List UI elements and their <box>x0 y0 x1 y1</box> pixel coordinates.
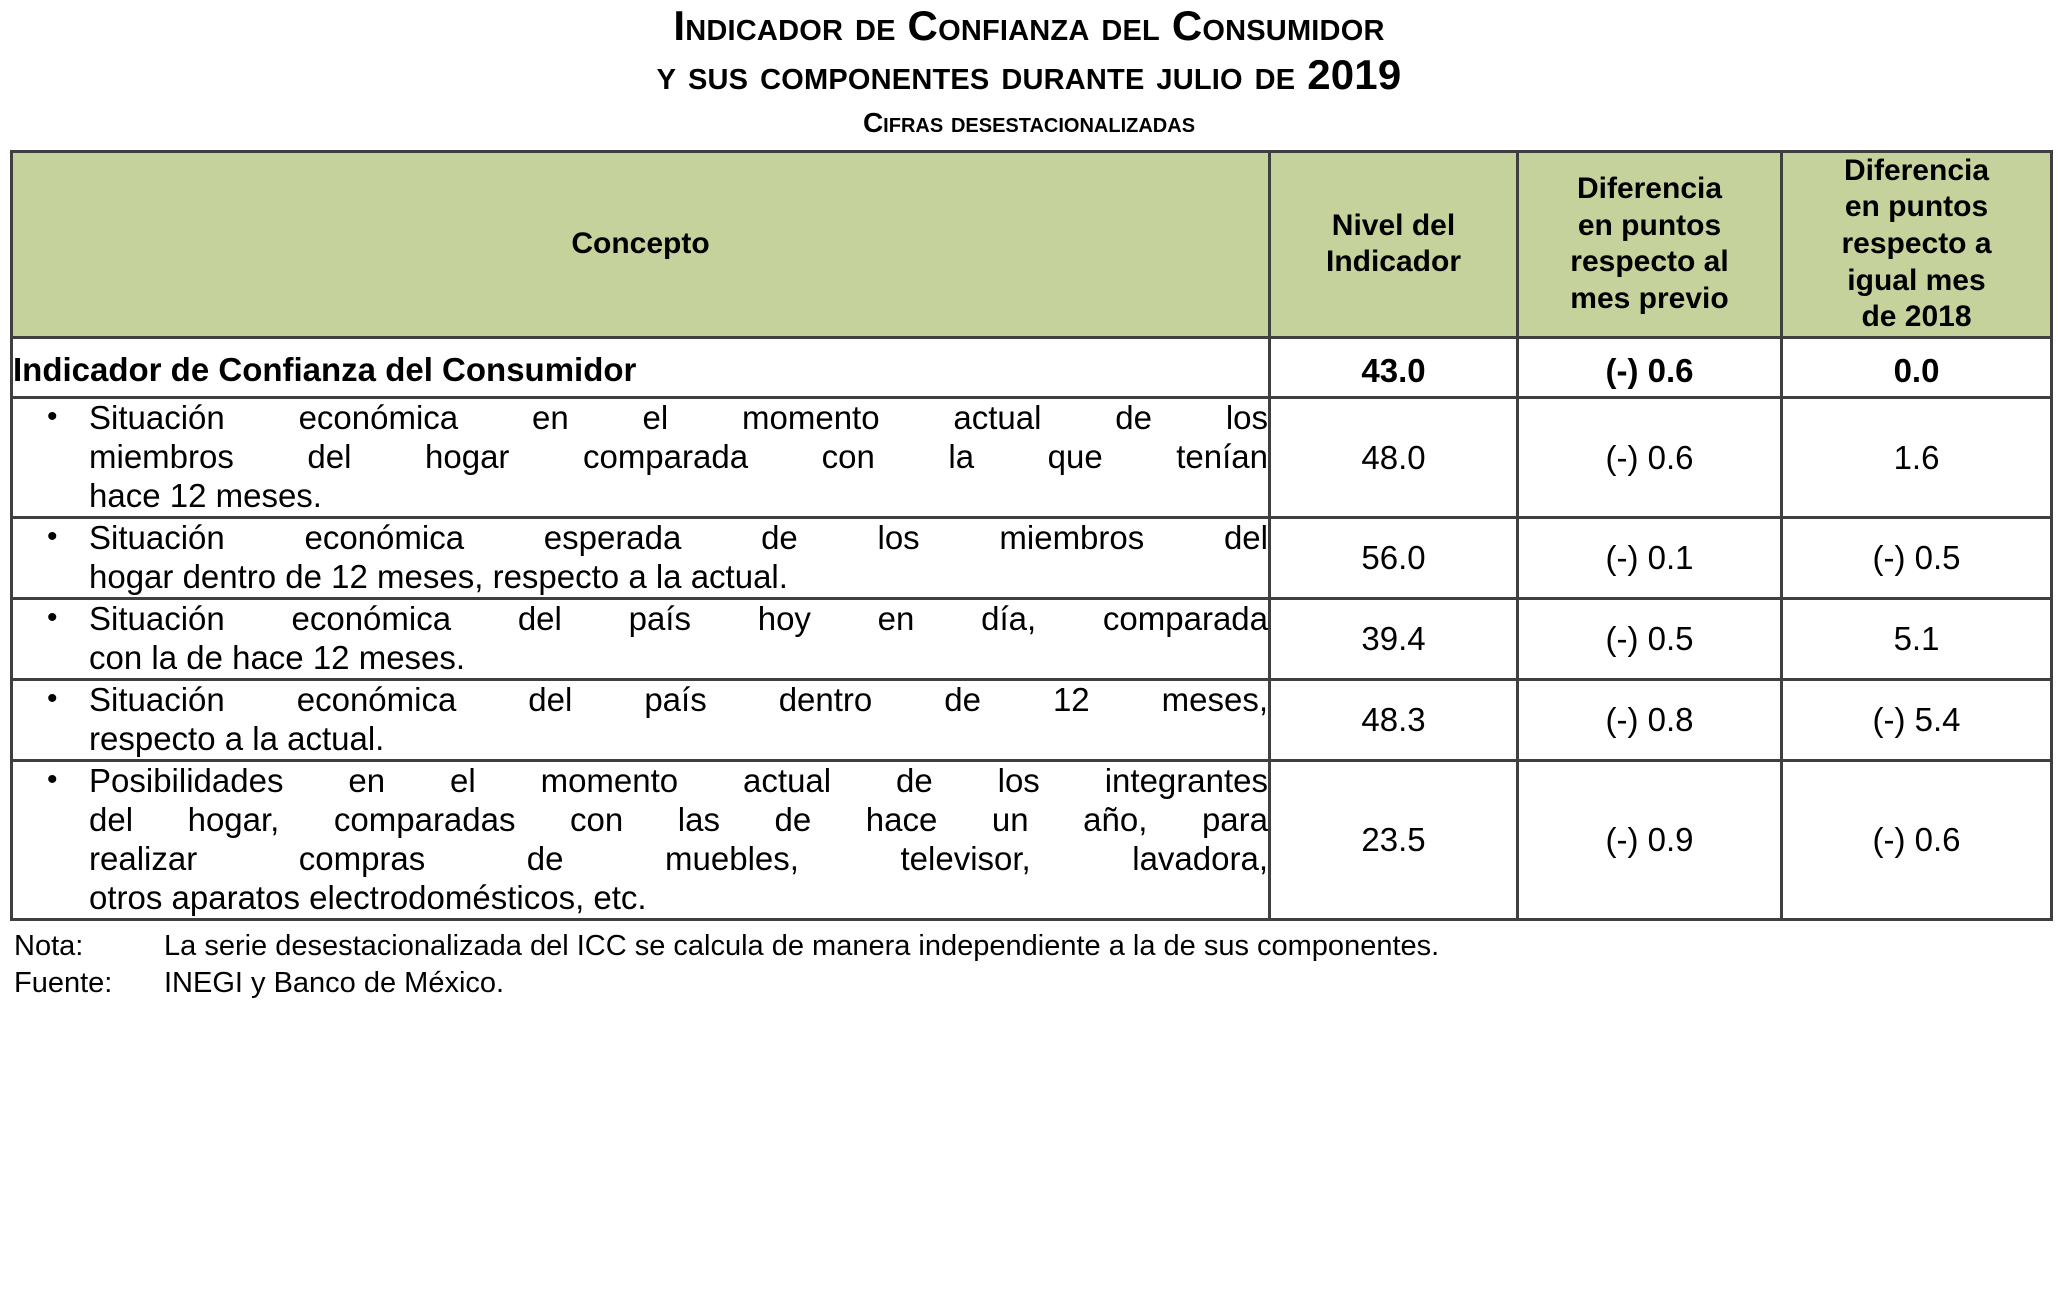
footnote-nota-text: La serie desestacionalizada del ICC se calcula de manera independiente a la de sus componentes. <box>164 929 1440 962</box>
table-row <box>12 679 2052 760</box>
bullet-item-text <box>89 399 1268 516</box>
document-title-block <box>0 0 2058 142</box>
concepto-line: Situación económica del país hoy en día, comparada <box>89 600 1268 638</box>
concepto-line: Situación económica en el momento actual de los <box>89 399 1268 437</box>
cell-nivel: 48.3 <box>1270 679 1518 760</box>
cell-diferencia-previo: (-) 0.5 <box>1518 599 1782 680</box>
column-header-concepto: Concepto <box>12 151 1270 337</box>
total-row-label: Indicador de Confianza del Consumidor <box>13 351 637 389</box>
column-header-anual-line5: de 2018 <box>1861 300 1972 334</box>
bullet-item <box>13 600 1268 678</box>
concepto-line: miembros del hogar comparada con la que tenían <box>89 438 1268 476</box>
cell-nivel: 23.5 <box>1270 760 1518 919</box>
page-subtitle-note: Cifras desestacionalizadas <box>862 107 1196 139</box>
column-header-prev-line2: en puntos <box>1577 208 1722 242</box>
cell-diferencia-anual-total: 0.0 <box>1782 337 2052 398</box>
table-head <box>12 151 2052 337</box>
bullet-icon: • <box>47 681 58 715</box>
cell-diferencia-anual: 5.1 <box>1782 599 2052 680</box>
footnote-nota <box>14 928 2058 966</box>
column-header-nivel-indicador <box>1270 151 1518 337</box>
cell-diferencia-previo: (-) 0.8 <box>1518 679 1782 760</box>
bullet-icon: • <box>47 762 58 796</box>
concepto-line: Situación económica esperada de los miembros del <box>89 519 1268 557</box>
column-header-prev-line4: mes previo <box>1570 281 1729 315</box>
concepto-line: realizar compras de muebles, televisor, lavadora, <box>89 839 1268 877</box>
cell-diferencia-previo-total: (-) 0.6 <box>1518 337 1782 398</box>
footnote-fuente-text: INEGI y Banco de México. <box>164 967 505 1000</box>
cell-concepto <box>12 599 1270 680</box>
concepto-line: del hogar, comparadas con las de hace un año, para <box>89 800 1268 838</box>
concepto-line: otros aparatos electrodomésticos, etc. <box>89 878 647 916</box>
column-header-anual-line2: en puntos <box>1844 190 1989 224</box>
footnote-nota-label: Nota: <box>14 929 84 962</box>
cell-concepto <box>12 398 1270 518</box>
cell-concepto <box>12 760 1270 919</box>
concepto-line: hace 12 meses. <box>89 477 322 515</box>
table-container <box>0 150 2058 921</box>
cell-diferencia-anual: (-) 0.6 <box>1782 760 2052 919</box>
cell-nivel: 48.0 <box>1270 398 1518 518</box>
table-header-row <box>12 151 2052 337</box>
cell-diferencia-previo: (-) 0.6 <box>1518 398 1782 518</box>
concepto-line: Posibilidades en el momento actual de los integrantes <box>89 761 1268 799</box>
page-title: Indicador de Confianza del Consumidor <box>673 2 1385 49</box>
concepto-line: hogar dentro de 12 meses, respecto a la actual. <box>89 558 788 596</box>
cell-nivel-total: 43.0 <box>1270 337 1518 398</box>
cell-diferencia-previo: (-) 0.9 <box>1518 760 1782 919</box>
footnote-fuente-label: Fuente: <box>14 967 113 1000</box>
column-header-anual-line3: respecto a <box>1841 227 1992 261</box>
table-row <box>12 398 2052 518</box>
cell-diferencia-anual: (-) 0.5 <box>1782 518 2052 599</box>
cell-concepto <box>12 518 1270 599</box>
column-header-nivel-line1: Nivel del <box>1331 208 1456 242</box>
concepto-line: Situación económica del país dentro de 12 meses, <box>89 680 1268 718</box>
column-header-diferencia-igual-mes-2018 <box>1782 151 2052 337</box>
bullet-item-text <box>89 600 1268 678</box>
concepto-line: respecto a la actual. <box>89 719 385 757</box>
table-row <box>12 599 2052 680</box>
column-header-anual-line4: igual mes <box>1847 263 1986 297</box>
bullet-item <box>13 399 1268 516</box>
table-footnotes <box>0 928 2058 1003</box>
column-header-nivel-line2: Indicador <box>1325 245 1461 279</box>
concepto-line: con la de hace 12 meses. <box>89 639 466 677</box>
column-header-prev-line3: respecto al <box>1570 245 1729 279</box>
table-row <box>12 518 2052 599</box>
bullet-item-text <box>89 762 1268 918</box>
cell-diferencia-anual: 1.6 <box>1782 398 2052 518</box>
page-subtitle: y sus componentes durante julio de 2019 <box>656 50 1402 98</box>
cell-diferencia-anual: (-) 5.4 <box>1782 679 2052 760</box>
table-row-total <box>12 337 2052 398</box>
cell-diferencia-previo: (-) 0.1 <box>1518 518 1782 599</box>
footnote-fuente <box>14 965 2058 1003</box>
bullet-item <box>13 762 1268 918</box>
bullet-icon: • <box>47 601 58 635</box>
bullet-item-text <box>89 519 1268 597</box>
cell-concepto <box>12 679 1270 760</box>
bullet-item <box>13 681 1268 759</box>
cell-nivel: 39.4 <box>1270 599 1518 680</box>
bullet-item-text <box>89 681 1268 759</box>
bullet-icon: • <box>47 520 58 554</box>
bullet-icon: • <box>47 400 58 434</box>
icc-table <box>10 150 2053 921</box>
column-header-prev-line1: Diferencia <box>1576 172 1723 206</box>
table-body <box>12 337 2052 919</box>
cell-nivel: 56.0 <box>1270 518 1518 599</box>
cell-concepto-total <box>12 337 1270 398</box>
column-header-anual-line1: Diferencia <box>1843 153 1990 187</box>
table-row <box>12 760 2052 919</box>
bullet-item <box>13 519 1268 597</box>
column-header-diferencia-mes-previo <box>1518 151 1782 337</box>
